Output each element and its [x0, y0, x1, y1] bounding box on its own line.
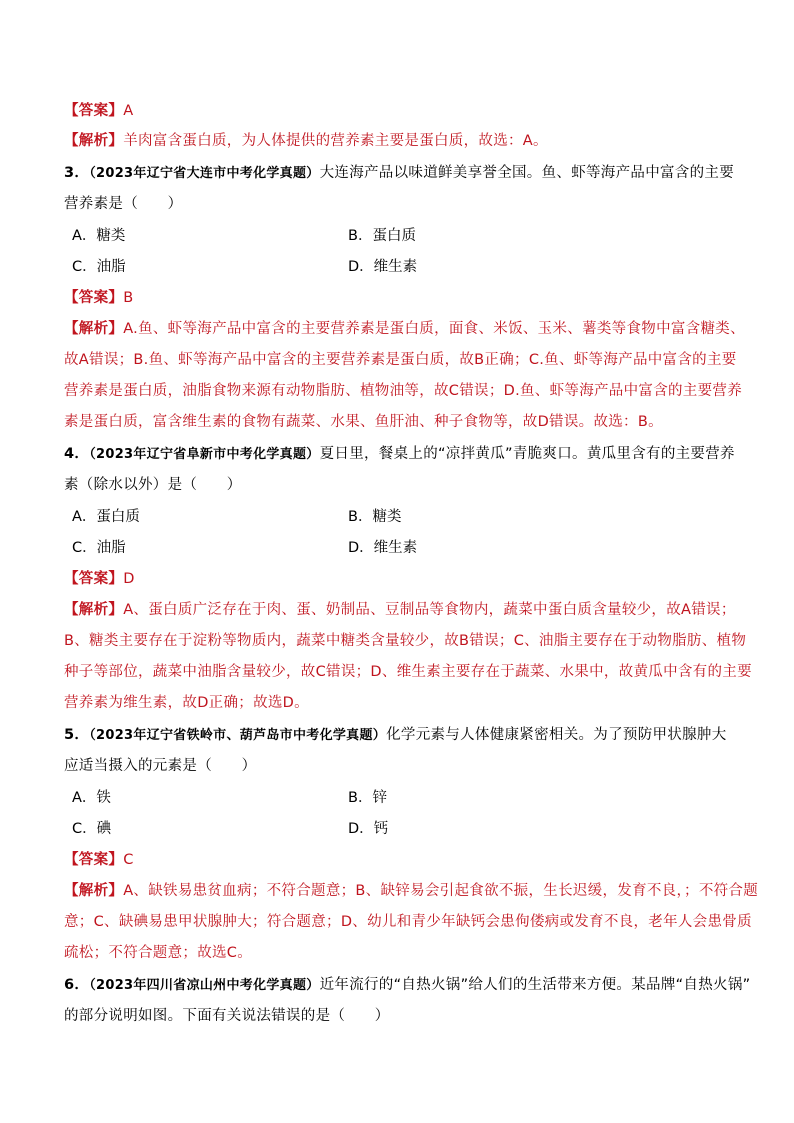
option-a: A．糖类 — [72, 228, 126, 244]
answer-value: B — [123, 290, 134, 306]
answer-value: C — [123, 852, 134, 868]
answer-line — [64, 101, 734, 121]
answer-line — [64, 569, 734, 589]
question-number: 5． — [64, 727, 90, 743]
analysis-text: B、糖类主要存在于淀粉等物质内，蔬菜中糖类含量较少，故B错误；C、油脂主要存在于动物脂肪、植物 — [64, 633, 747, 649]
question-number: 3． — [64, 165, 90, 181]
question-number: 4． — [64, 446, 90, 462]
analysis-line — [64, 881, 759, 901]
option-b: B．锌 — [348, 790, 387, 806]
stem-continuation: 素（除水以外）是（ ） — [64, 477, 242, 493]
analysis-text: 故A错误；B.鱼、虾等海产品中富含的主要营养素是蛋白质，故B正确；C.鱼、虾等海产品中富含的主要 — [64, 352, 737, 368]
question-source: （2023年辽宁省铁岭市、葫芦岛市中考化学真题） — [89, 728, 387, 743]
analysis-tag: 【解析】 — [64, 883, 124, 899]
question-stem — [64, 725, 734, 746]
option-c: C．油脂 — [72, 259, 126, 275]
option-d: D．钙 — [348, 821, 389, 837]
answer-line — [64, 288, 734, 308]
answer-tag: 【答案】 — [64, 852, 124, 868]
analysis-text: 素是蛋白质，富含维生素的食物有蔬菜、水果、鱼肝油、种子食物等，故D错误。故选：B。 — [64, 414, 663, 430]
analysis-tag: 【解析】 — [64, 321, 124, 337]
analysis-line — [64, 600, 734, 620]
analysis-tag: 【解析】 — [64, 602, 124, 618]
option-a: A．铁 — [72, 790, 111, 806]
option-b: B．蛋白质 — [348, 228, 416, 244]
stem-text: 近年流行的“自热火锅”给人们的生活带来方便。某品牌“自热火锅” — [319, 977, 751, 993]
analysis-text: A、蛋白质广泛存在于肉、蛋、奶制品、豆制品等食物内，蔬菜中蛋白质含量较少，故A错误； — [123, 602, 736, 618]
question-number: 6． — [64, 977, 90, 993]
analysis-text: 种子等部位，蔬菜中油脂含量较少，故C错误；D、维生素主要存在于蔬菜、水果中，故黄瓜中含有的主要 — [64, 664, 752, 680]
question-stem — [64, 163, 734, 184]
question-stem — [64, 444, 734, 465]
analysis-tag: 【解析】 — [64, 133, 124, 149]
stem-text: 化学元素与人体健康紧密相关。为了预防甲状腺肿大 — [386, 727, 727, 743]
question-source: （2023年辽宁省大连市中考化学真题） — [89, 166, 320, 181]
analysis-text: 意；C、缺碘易患甲状腺肿大；符合题意；D、幼儿和青少年缺钙会患佝偻病或发育不良，老年人会患骨质 — [64, 914, 752, 930]
answer-tag: 【答案】 — [64, 103, 124, 119]
answer-line — [64, 850, 734, 870]
option-b: B．糖类 — [348, 509, 402, 525]
analysis-text: A.鱼、虾等海产品中富含的主要营养素是蛋白质，面食、米饭、玉米、薯类等食物中富含糖类、 — [123, 321, 745, 337]
answer-value: A — [123, 103, 134, 119]
stem-continuation: 营养素是（ ） — [64, 196, 183, 212]
option-d: D．维生素 — [348, 259, 418, 275]
option-c: C．碘 — [72, 821, 112, 837]
question-source: （2023年四川省凉山州中考化学真题） — [89, 978, 320, 993]
analysis-line — [64, 131, 734, 151]
stem-text: 大连海产品以味道鲜美享誉全国。鱼、虾等海产品中富含的主要 — [319, 165, 734, 181]
answer-tag: 【答案】 — [64, 571, 124, 587]
answer-tag: 【答案】 — [64, 290, 124, 306]
stem-continuation: 的部分说明如图。下面有关说法错误的是（ ） — [64, 1008, 390, 1024]
stem-text: 夏日里，餐桌上的“凉拌黄瓜”青脆爽口。黄瓜里含有的主要营养 — [319, 446, 735, 462]
analysis-text: 疏松；不符合题意；故选C。 — [64, 945, 253, 961]
analysis-text: 羊肉富含蛋白质，为人体提供的营养素主要是蛋白质，故选：A。 — [123, 133, 548, 149]
analysis-text: 营养素为维生素，故D正确；故选D。 — [64, 695, 309, 711]
analysis-text: A、缺铁易患贫血病；不符合题意；B、缺锌易会引起食欲不振，生长迟缓，发育不良，；不符合题 — [123, 883, 759, 899]
option-d: D．维生素 — [348, 540, 418, 556]
stem-continuation: 应适当摄入的元素是（ ） — [64, 758, 257, 774]
option-a: A．蛋白质 — [72, 509, 140, 525]
answer-value: D — [123, 571, 135, 587]
question-source: （2023年辽宁省阜新市中考化学真题） — [89, 447, 320, 462]
option-c: C．油脂 — [72, 540, 126, 556]
analysis-text: 营养素是蛋白质，油脂食物来源有动物脂肪、植物油等，故C错误；D.鱼、虾等海产品中富含的主要营养 — [64, 383, 742, 399]
question-stem — [64, 975, 751, 996]
analysis-line — [64, 319, 745, 339]
